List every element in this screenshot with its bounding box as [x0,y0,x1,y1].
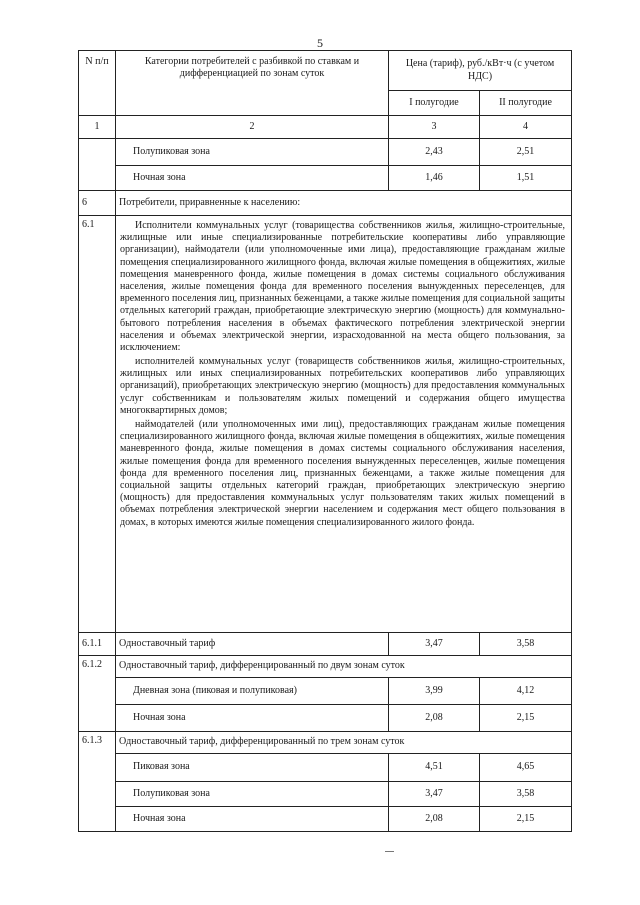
price-half-1: 3,47 [389,633,480,656]
exception-paragraph-2: наймодателей (или уполномоченных ими лиц), предоставляющих гражданам жилые помещения специализированного жилищного фонда, включая жилые помещения в общежитиях, жилые помещения маневренного фонда, жилые помещения в домах системы социального обслуживания населения, жилые помещения фонда для временного поселения вынужденных переселенцев, жилые помещения фонда для временного поселения лиц, признанных беженцами, а также жилые помещения для социальной защиты отдельных категорий граждан, приобретающих электрическую энергию (мощность) для предоставления коммунальных услуг пользователям таких жилых помещений в объемах потребления электрической энергии населением и содержания мест общего пользования в домах, в которых имеются жилые помещения специализированного жилого фонда. [120,419,566,528]
column-numbers-row [79,116,572,139]
zone-label: Ночная зона [116,705,389,732]
section-number: 6 [79,191,116,216]
zone-label: Ночная зона [116,807,389,832]
section-label: Потребители, приравненные к населению: [116,191,572,216]
section-6-1-row [79,216,572,633]
empty-num-cell [79,139,116,191]
section-number: 6.1 [79,216,116,633]
column-number: 4 [480,116,572,139]
header-price: Цена (тариф), руб./кВт·ч (с учетом НДС) [389,51,572,91]
price-half-2: 2,15 [480,705,572,732]
zone-label: Дневная зона (пиковая и полупиковая) [116,678,389,705]
price-half-2: 4,12 [480,678,572,705]
price-half-1: 3,99 [389,678,480,705]
table-row [79,807,572,832]
price-half-1: 2,43 [389,139,480,166]
section-6-row [79,191,572,216]
footer-mark [385,851,394,852]
section-number: 6.1.3 [79,732,116,832]
price-half-2: 2,51 [480,139,572,166]
column-number: 1 [79,116,116,139]
price-half-2: 4,65 [480,754,572,782]
section-6-1-description [116,216,572,633]
price-half-1: 2,08 [389,705,480,732]
tariff-label: Одноставочный тариф, дифференцированный по трем зонам суток [116,732,572,754]
section-number: 6.1.1 [79,633,116,656]
tariff-table [78,50,572,832]
header-num: N п/п [79,51,116,116]
header-category: Категории потребителей с разбивкой по ставкам и дифференциацией по зонам суток [116,51,389,116]
price-half-2: 3,58 [480,633,572,656]
zone-label: Пиковая зона [116,754,389,782]
table-row [79,139,572,166]
exception-paragraph-1: исполнителей коммунальных услуг (товариществ собственников жилья, жилищно-строительных, жилищных или иных специализированных потребительских кооперативов либо управляющих организаций), приобретающих электрическую энергию (мощность) для предоставления коммунальных услуг собственникам и пользователям жилых помещений и содержания общего имущества многоквартирных домов; [120,356,566,416]
table-row [79,754,572,782]
header-row [79,51,572,91]
column-number: 2 [116,116,389,139]
zone-label: Полупиковая зона [116,782,389,807]
page-number: 5 [317,36,323,50]
price-half-2: 2,15 [480,807,572,832]
price-half-1: 1,46 [389,166,480,191]
table-row [79,705,572,732]
price-half-1: 4,51 [389,754,480,782]
row-6-1-3 [79,732,572,754]
section-number: 6.1.2 [79,656,116,732]
price-half-2: 3,58 [480,782,572,807]
tariff-label: Одноставочный тариф, дифференцированный по двум зонам суток [116,656,572,678]
table-row [79,782,572,807]
zone-label: Ночная зона [116,166,389,191]
header-half-2: II полугодие [480,91,572,116]
table-row [79,678,572,705]
row-6-1-1 [79,633,572,656]
price-half-1: 3,47 [389,782,480,807]
column-number: 3 [389,116,480,139]
header-half-1: I полугодие [389,91,480,116]
price-half-1: 2,08 [389,807,480,832]
zone-label: Полупиковая зона [116,139,389,166]
row-6-1-2 [79,656,572,678]
main-paragraph: Исполнители коммунальных услуг (товарищества собственников жилья, жилищно-строительные, жилищные или иные специализированные потребительские кооперативы либо управляющие организации), наймодатели (или уполномоченные ими лица), предоставляющие гражданам жилые помещения специализированного жилищного фонда, включая жилые помещения в общежитиях, жилые помещения маневренного фонда, жилые помещения в домах системы социального обслуживания населения, жилые помещения фонда для временного поселения вынужденных переселенцев, для временного поселения лиц, признанных беженцами, а также жилые помещения для социальной защиты отдельных категорий граждан, приобретающие электрическую энергию (мощность) для коммунально-бытового потребления населения в объемах фактического потребления электрической энергии населения и объемах электрической энергии, израсходованной на места общего пользования, за исключением: [120,220,566,353]
price-half-2: 1,51 [480,166,572,191]
table-row [79,166,572,191]
tariff-label: Одноставочный тариф [116,633,389,656]
